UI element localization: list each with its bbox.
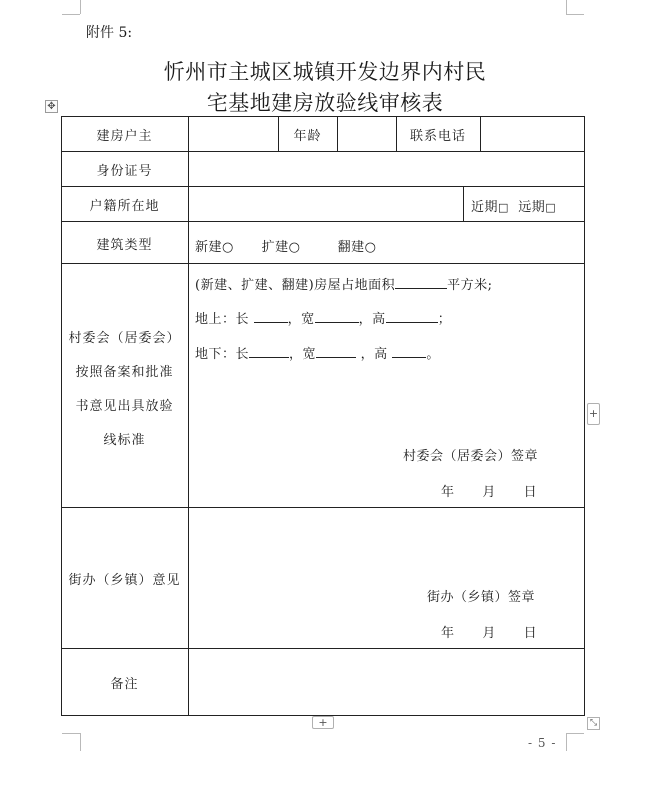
type-expand-label: 扩建 <box>261 240 289 255</box>
attachment-label: 附件 5: <box>86 25 133 41</box>
crop-mark <box>566 733 584 734</box>
type-rebuild-radio[interactable]: ○ <box>364 240 377 255</box>
above-ground-line: 地上：长 ，宽 ，高 ； <box>195 308 451 327</box>
village-signature-label: 村委会（居委会）签章 <box>403 449 539 464</box>
add-row-icon[interactable]: + <box>312 716 334 729</box>
crop-mark <box>80 0 81 14</box>
type-rebuild-label: 翻建 <box>337 240 365 255</box>
floor-area-line: (新建、扩建、翻建)房屋占地面积 平方米; <box>195 274 493 293</box>
far-term-label: 远期 <box>518 200 546 215</box>
village-date-line: 年 月 日 <box>441 485 538 500</box>
street-signature-label: 街办（乡镇）签章 <box>427 590 536 605</box>
far-term-checkbox[interactable]: □ <box>545 201 557 214</box>
age-label: 年龄 <box>293 129 322 144</box>
above-width-blank[interactable] <box>315 309 359 323</box>
below-height-blank[interactable] <box>392 344 426 358</box>
street-office-label: 街办（乡镇）意见 <box>68 573 181 588</box>
page-number: - 5 - <box>528 736 557 750</box>
builder-label: 建房户主 <box>96 129 153 144</box>
street-date-line: 年 月 日 <box>441 626 538 641</box>
document-title-line1: 忻州市主城区城镇开发边界内村民 <box>163 60 487 84</box>
crop-mark <box>566 0 567 14</box>
village-committee-label: 村委会（居委会） 按照备案和批准 书意见出具放验 线标准 <box>68 331 181 448</box>
above-height-blank[interactable] <box>386 309 438 323</box>
type-new-label: 新建 <box>195 240 223 255</box>
add-column-icon[interactable]: + <box>587 403 600 425</box>
crop-mark <box>566 14 584 15</box>
below-width-blank[interactable] <box>316 344 356 358</box>
below-ground-line: 地下：长 ，宽 ，高 。 <box>195 343 440 362</box>
review-table <box>61 116 585 716</box>
table-move-handle-icon[interactable]: ✥ <box>45 100 58 113</box>
id-number-label: 身份证号 <box>96 164 153 179</box>
type-new-radio[interactable]: ○ <box>222 240 234 255</box>
floor-area-blank[interactable] <box>395 275 447 289</box>
domicile-label: 户籍所在地 <box>89 199 160 214</box>
type-expand-radio[interactable]: ○ <box>288 240 301 255</box>
remarks-label: 备注 <box>110 677 139 692</box>
phone-label: 联系电话 <box>409 129 466 144</box>
table-resize-icon[interactable]: ⤡ <box>587 717 600 730</box>
crop-mark <box>62 14 80 15</box>
above-length-blank[interactable] <box>254 309 288 323</box>
crop-mark <box>62 733 80 734</box>
near-term-label: 近期 <box>471 200 499 215</box>
crop-mark <box>80 733 81 751</box>
below-length-blank[interactable] <box>249 344 289 358</box>
document-title-line2: 宅基地建房放验线审核表 <box>206 91 444 115</box>
build-type-label: 建筑类型 <box>96 238 153 253</box>
near-term-checkbox[interactable]: □ <box>498 201 509 214</box>
crop-mark <box>566 733 567 751</box>
